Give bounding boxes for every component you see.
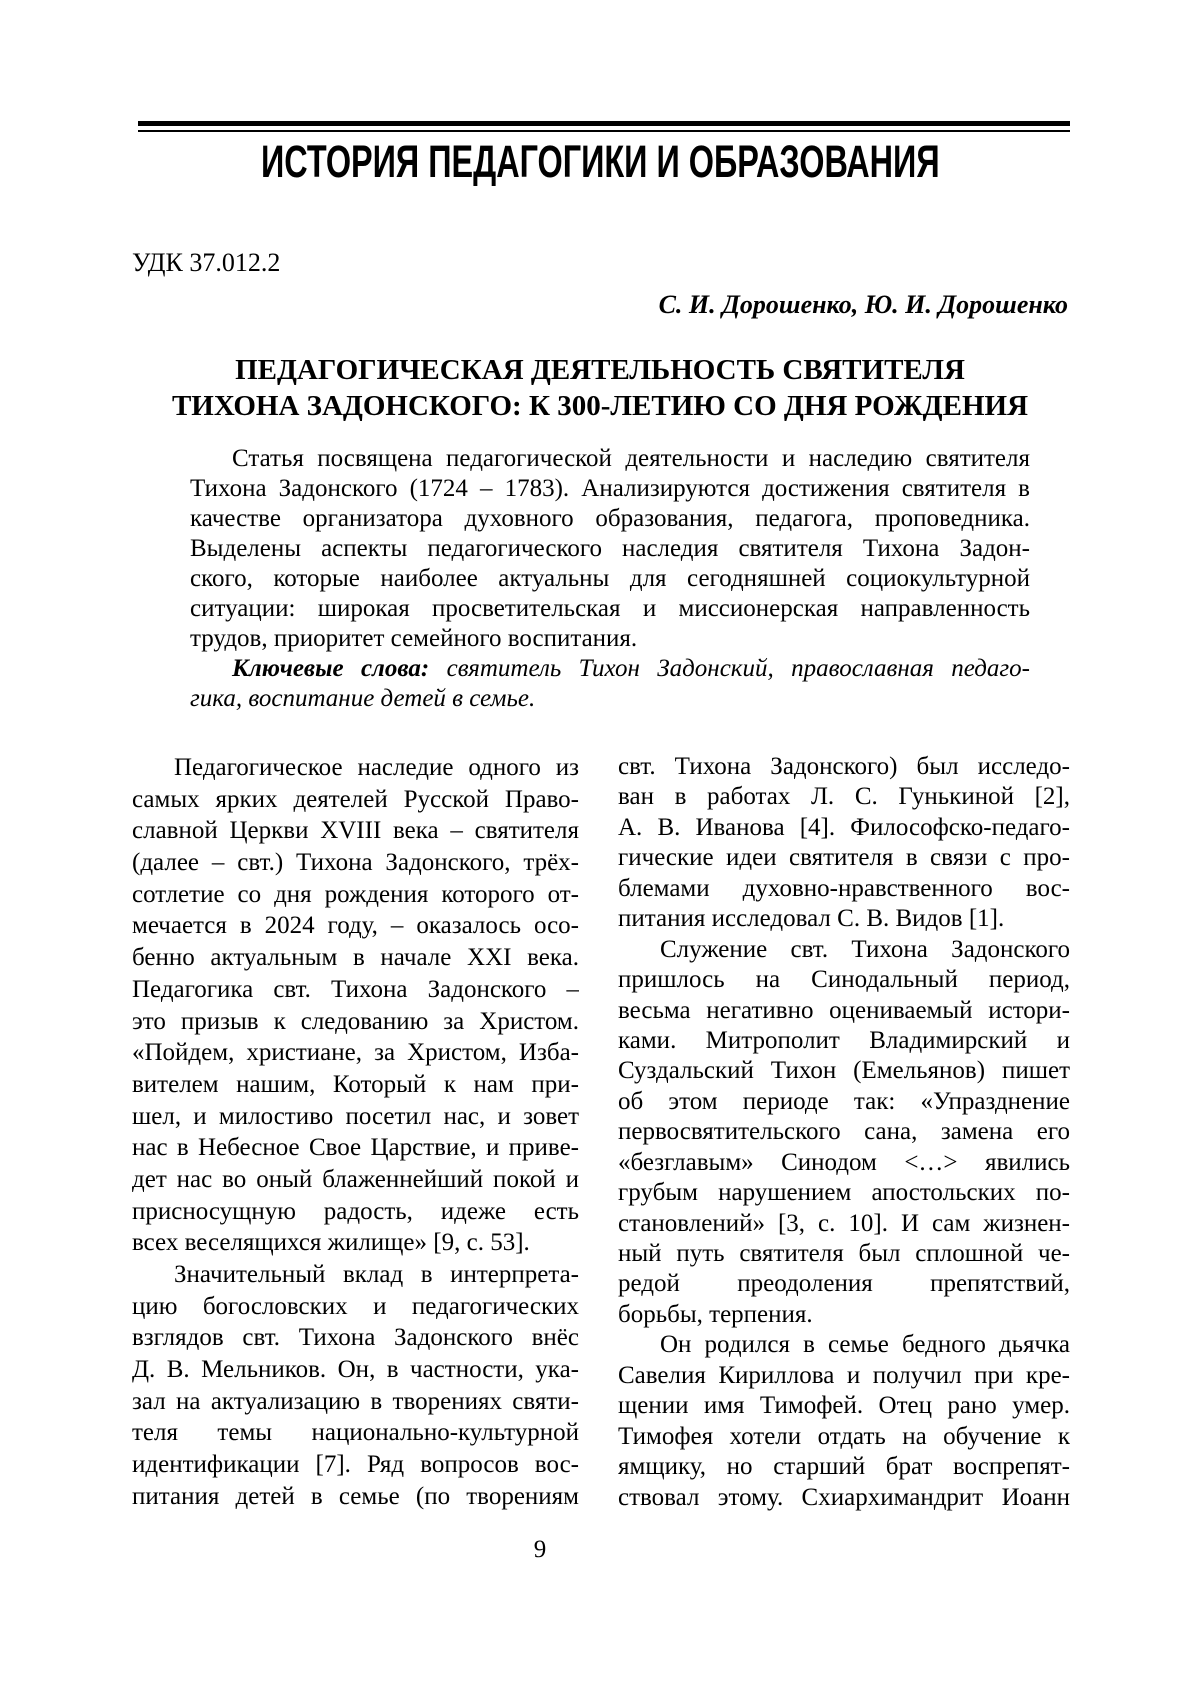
page-number: 9	[533, 1536, 547, 1563]
text-line: Служение свт. Тихона Задонского	[660, 935, 1070, 963]
text-line: взглядов свт. Тихона Задонского внёс	[132, 1324, 579, 1352]
article-title	[70, 352, 1130, 424]
right-column	[618, 752, 1070, 1513]
text-line: нас в Небесное Свое Царствие, и приве-	[132, 1134, 579, 1162]
text-line: сотлетие со дня рождения которого от-	[132, 880, 579, 908]
text-line: об этом периоде так: «Упразднение	[618, 1087, 1070, 1115]
text-line: всех веселящихся жилище» [9, с. 53].	[132, 1229, 530, 1257]
text-line: гические идеи святителя в связи с про-	[618, 844, 1070, 872]
header-rule-thin	[138, 130, 1070, 132]
header-rule-thick	[138, 121, 1070, 126]
text-line: шел, и милостиво посетил нас, и зовет	[132, 1102, 579, 1130]
text-line: пришлось на Синодальный период,	[618, 966, 1070, 994]
text-line: Выделены аспекты педагогического наследия святителя Тихона Задон-	[190, 535, 1030, 562]
text-line: самых ярких деятелей Русской Право-	[132, 785, 579, 813]
text-line: присносущную радость, идеже есть	[132, 1197, 579, 1225]
text-line: А. В. Иванова [4]. Философско-педаго-	[618, 813, 1070, 841]
text-line: борьбы, терпения.	[618, 1300, 813, 1328]
text-line: становлений» [3, с. 10]. И сам жизнен-	[618, 1209, 1070, 1237]
text-line: ямщику, но старший брат воспрепят-	[618, 1453, 1070, 1481]
text-line: питания детей в семье (по творениям	[132, 1482, 579, 1510]
text-line: щении имя Тимофей. Отец рано умер.	[618, 1392, 1070, 1420]
text-line: ками. Митрополит Владимирский и	[618, 1026, 1070, 1054]
keywords-line-2: гика, воспитание детей в семье.	[190, 685, 536, 712]
text-line: редой преодоления препятствий,	[618, 1270, 1070, 1298]
body-columns	[132, 752, 1070, 1513]
text-line: «безглавым» Синодом <…> явились	[618, 1148, 1070, 1176]
text-line: весьма негативно оцениваемый истори-	[618, 996, 1070, 1024]
text-line: теля темы национально-культурной	[132, 1419, 579, 1447]
text-line: цию богословских и педагогических	[132, 1292, 579, 1320]
section-heading-text: ИСТОРИЯ ПЕДАГОГИКИ И ОБРАЗОВАНИЯ	[260, 136, 940, 187]
article-title-line-1: ПЕДАГОГИЧЕСКАЯ ДЕЯТЕЛЬНОСТЬ СВЯТИТЕЛЯ	[235, 354, 965, 386]
text-line: блемами духовно-нравственного вос-	[618, 874, 1070, 902]
text-line: Тимофея хотели отдать на обучение к	[618, 1422, 1070, 1450]
text-line: питания исследовал С. В. Видов [1].	[618, 905, 1005, 933]
authors-line: С. И. Дорошенко, Ю. И. Дорошенко	[658, 290, 1068, 319]
text-line: Савелия Кириллова и получил при кре-	[618, 1361, 1070, 1389]
text-line: Д. В. Мельников. Он, в частности, ука-	[132, 1356, 579, 1384]
text-line: это призыв к следованию за Христом.	[132, 1007, 579, 1035]
text-line: Суздальский Тихон (Емельянов) пишет	[618, 1057, 1070, 1085]
text-line: Он родился в семье бедного дьячка	[660, 1331, 1070, 1359]
text-line: ситуации: широкая просветительская и миссионерская направленность	[190, 595, 1030, 622]
text-line: ный путь святителя был сплошной че-	[618, 1240, 1070, 1267]
text-line: мечается в 2024 году, – оказалось осо-	[132, 912, 579, 940]
text-line: свт. Тихона Задонского) был исследо-	[618, 753, 1070, 780]
text-line: качестве организатора духовного образования, педагога, проповедника.	[190, 505, 1030, 532]
text-line: славной Церкви XVIII века – святителя	[132, 817, 579, 845]
text-line: трудов, приоритет семейного воспитания.	[190, 625, 638, 652]
text-line: ствовал этому. Схиархимандрит Иоанн	[618, 1483, 1070, 1511]
udc-code: УДК 37.012.2	[132, 248, 281, 277]
text-line: (далее – свт.) Тихона Задонского, трёх-	[132, 849, 579, 877]
text-line: грубым нарушением апостольских по-	[618, 1179, 1070, 1207]
article-title-line-2: ТИХОНА ЗАДОНСКОГО: К 300-ЛЕТИЮ СО ДНЯ РОЖДЕНИЯ	[171, 390, 1029, 422]
text-line: дет нас во оный блаженнейший покой и	[132, 1165, 579, 1193]
section-heading	[0, 138, 1200, 186]
text-line: Статья посвящена педагогической деятельности и наследию святителя	[232, 445, 1030, 472]
text-line: бенно актуальным в начале XXI века.	[132, 944, 579, 972]
text-line: Педагогическое наследие одного из	[174, 754, 579, 781]
text-line: Тихона Задонского (1724 – 1783). Анализируются достижения святителя в	[190, 475, 1030, 502]
text-line: вителем нашим, Который к нам при-	[132, 1070, 579, 1098]
abstract-block	[190, 444, 1030, 714]
keywords-line-1	[190, 654, 1030, 684]
keywords-text-1: святитель Тихон Задонский, православная педаго-	[429, 655, 1030, 682]
keywords-label: Ключевые слова:	[232, 655, 430, 682]
text-line: ван в работах Л. С. Гунькиной [2],	[618, 783, 1070, 811]
left-column	[132, 752, 579, 1513]
text-line: идентификации [7]. Ряд вопросов вос-	[132, 1451, 579, 1479]
abstract-lines	[190, 444, 1030, 654]
text-line: Значительный вклад в интерпрета-	[174, 1261, 579, 1288]
text-line: зал на актуализацию в творениях святи-	[132, 1387, 579, 1415]
text-line: ского, которые наиболее актуальны для сегодняшней социокультурной	[190, 565, 1030, 592]
text-line: Педагогика свт. Тихона Задонского –	[132, 975, 579, 1003]
text-line: первосвятительского сана, замена его	[618, 1118, 1070, 1146]
text-line: «Пойдем, христиане, за Христом, Изба-	[132, 1039, 579, 1067]
